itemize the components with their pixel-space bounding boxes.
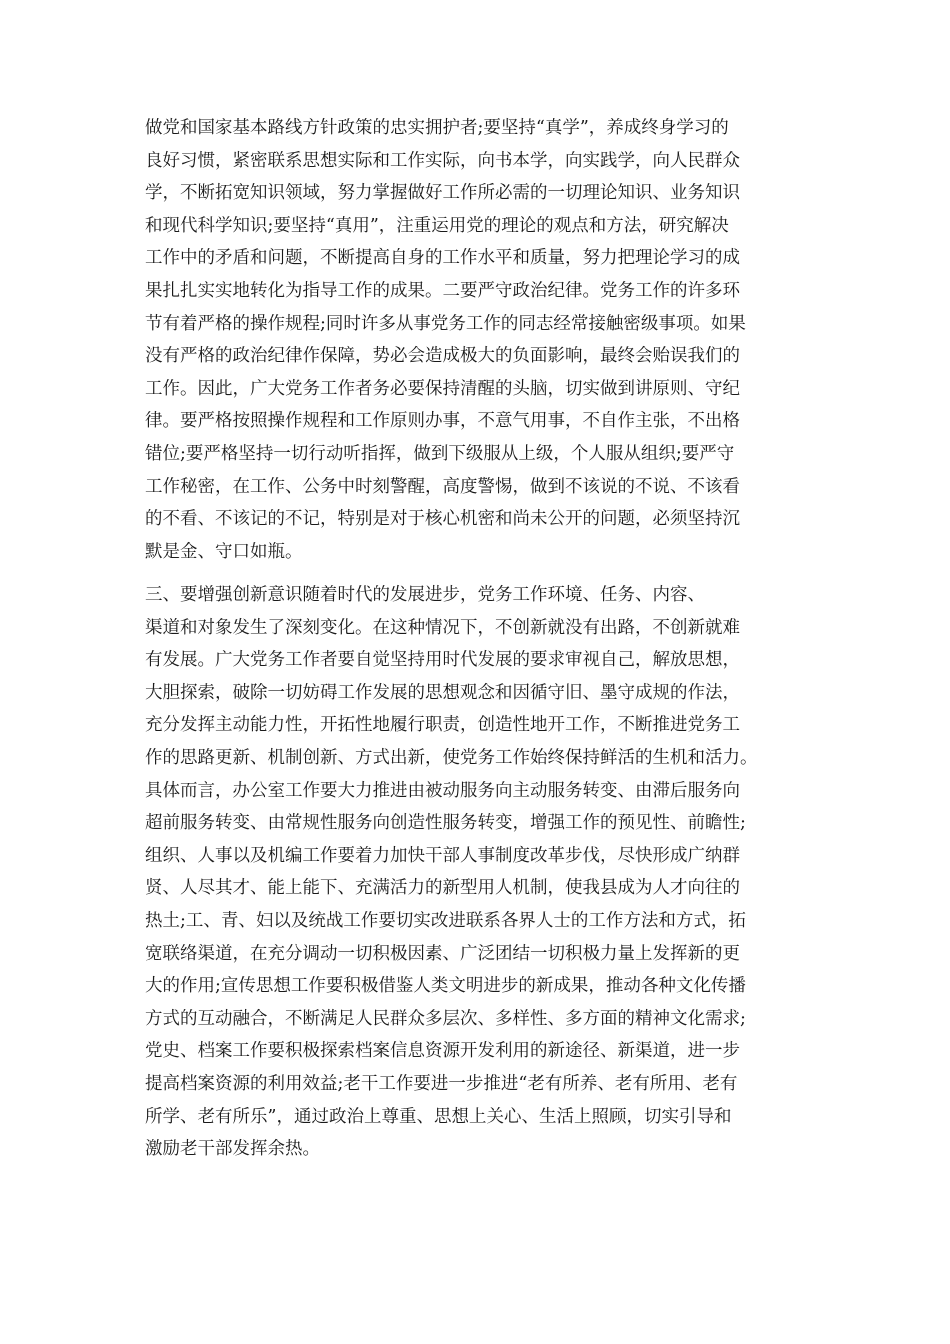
paragraph-innovation: 三、要增强创新意识随着时代的发展进步，党务工作环境、任务、内容、 渠道和对象发生了深刻变化。在这种情况下，不创新就没有出路，不创新就难 有发展。广大党务工作者要自觉坚持用时代发展的要求审视自己，解放思想， 大胆探索，破除一切妨碍工作发展的思想观念和因循守旧、墨守成规的作法， 充分发挥主动能力性，开拓性地履行职责，创造性地开工作，不断推进党务工 作的思路更新、机制创新、方式出新，使党务工作始终保持鲜活的生机和活力。 具体而言，办公室工作要大力推进由被动服务向主动服务转变、由滞后服务向 超前服务转变、由常规性服务向创造性服务转变，增强工作的预见性、前瞻性; 组织、人事以及机编工作要着力加快干部人事制度改革步伐，尽快形成广纳群 贤、人尽其才、能上能下、充满活力的新型用人机制，使我县成为人才向往的 热土;工、青、妇以及统战工作要切实改进联系各界人士的工作方法和方式，拓 宽联络渠道，在充分调动一切积极因素、广泛团结一切积极力量上发挥新的更 大的作用;宣传思想工作要积极借鉴人类文明进步的新成果，推动各种文化传播 方式的互动融合，不断满足人民群众多层次、多样性、多方面的精神文化需求; 党史、档案工作要积极探索档案信息资源开发利用的新途径、新渠道，进一步 提高档案资源的利用效益;老干工作要进一步推进“老有所养、老有所用、老有 所学、老有所乐”，通过政治上尊重、思想上关心、生活上照顾，切实引导和 激励老干部发挥余热。 <box>145 585 758 1160</box>
paragraph-discipline: 做党和国家基本路线方针政策的忠实拥护者;要坚持“真学”，养成终身学习的 良好习惯，紧密联系思想实际和工作实际，向书本学，向实践学，向人民群众 学，不断拓宽知识领域，努力掌握做好工作所必需的一切理论知识、业务知识 和现代科学知识;要坚持“真用”，注重运用党的理论的观点和方法，研究解决 工作中的矛盾和问题，不断提高自身的工作水平和质量，努力把理论学习的成 果扎扎实实地转化为指导工作的成果。二要严守政治纪律。党务工作的许多环 节有着严格的操作规程;同时许多从事党务工作的同志经常接触密级事项。如果 没有严格的政治纪律作保障，势必会造成极大的负面影响，最终会贻误我们的 工作。因此，广大党务工作者务必要保持清醒的头脑，切实做到讲原则、守纪 律。要严格按照操作规程和工作原则办事，不意气用事，不自作主张，不出格 错位;要严格坚持一切行动听指挥，做到下级服从上级，个人服从组织;要严守 工作秘密，在工作、公务中时刻警醒，高度警惕，做到不该说的不说、不该看 的不看、不该记的不记，特别是对于核心机密和尚未公开的问题，必须坚持沉 默是金、守口如瓶。 <box>145 118 746 562</box>
